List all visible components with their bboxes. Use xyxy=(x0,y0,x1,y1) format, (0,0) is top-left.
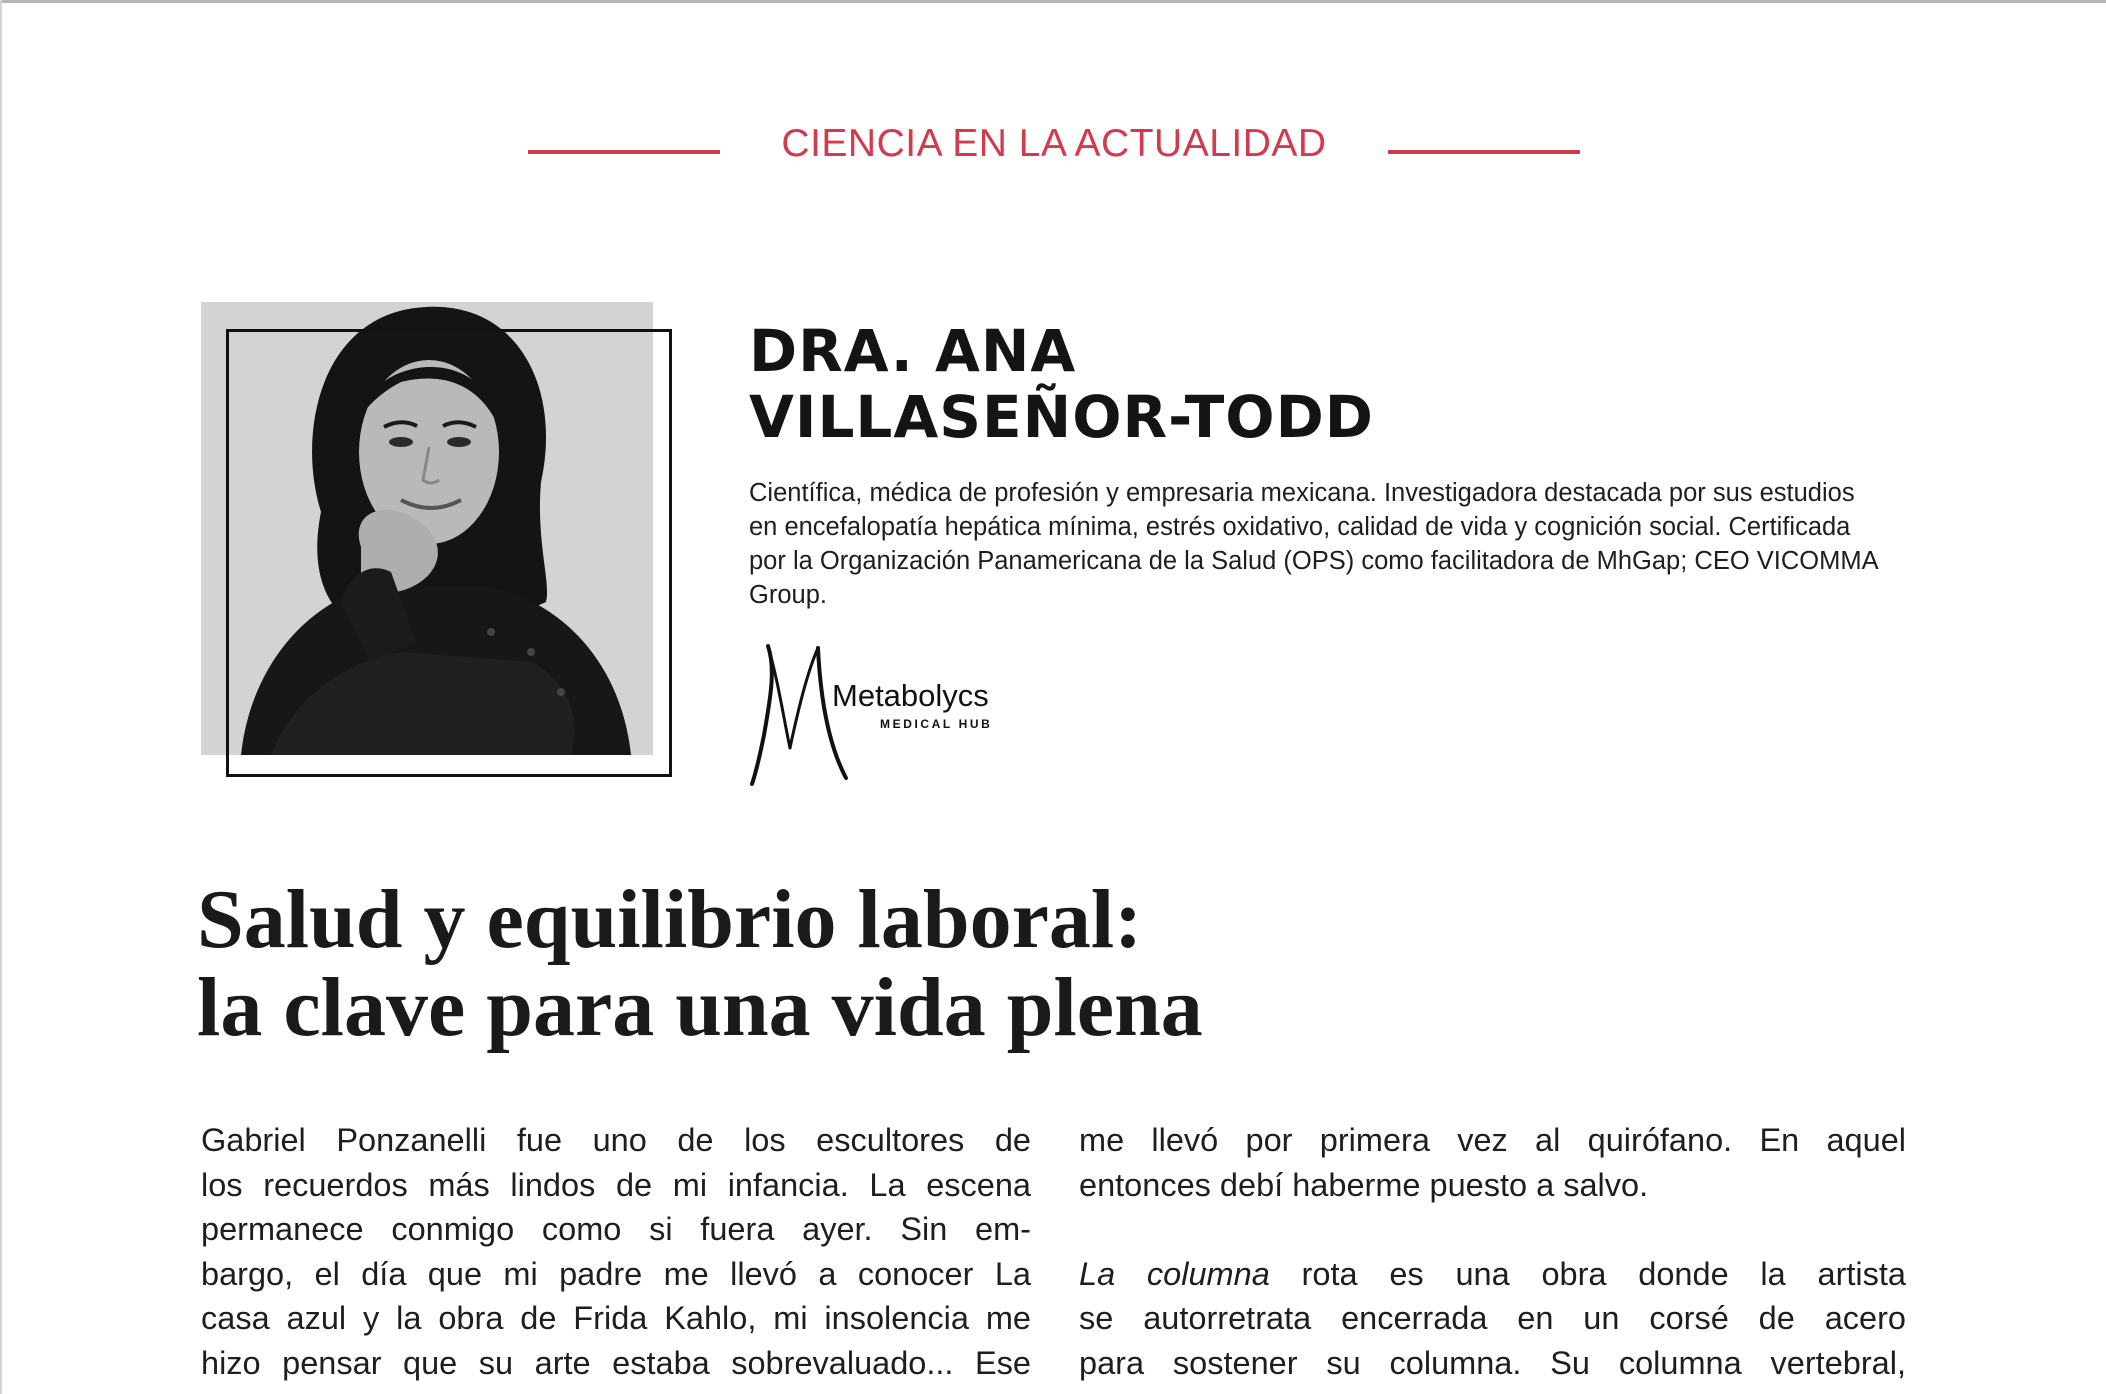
body-line: los recuerdos más lindos de mi infancia. La escena xyxy=(201,1166,1031,1203)
article-column-right xyxy=(1079,1118,1906,1385)
author-name-line-2: VILLASEÑOR-TODD xyxy=(749,383,1374,451)
section-divider-right xyxy=(1388,150,1580,154)
author-name-line-1: DRA. ANA xyxy=(749,317,1077,385)
body-line: bargo, el día que mi padre me llevó a conocer La xyxy=(201,1255,1031,1292)
page-left-border xyxy=(0,0,2,1394)
headline-line-1: Salud y equilibrio laboral: xyxy=(197,873,1143,966)
section-divider-left xyxy=(528,150,720,154)
body-line-rest: rota es una obra donde la artista xyxy=(1269,1255,1906,1292)
article-headline xyxy=(197,873,1697,1054)
paragraph-gap xyxy=(1079,1207,1906,1252)
author-photo-frame xyxy=(226,329,672,777)
headline-line-2: la clave para una vida plena xyxy=(197,961,1203,1054)
artwork-title: La columna xyxy=(1079,1255,1270,1292)
body-line: permanece conmigo como si fuera ayer. Sin em- xyxy=(201,1211,1031,1247)
body-line: Gabriel Ponzanelli fue uno de los escultores de xyxy=(201,1122,1031,1158)
body-line: entonces debí haberme puesto a salvo. xyxy=(1079,1166,1649,1203)
article-column-left xyxy=(201,1118,1031,1385)
body-line xyxy=(1079,1252,1906,1297)
body-line: hizo pensar que su arte estaba sobrevaluado... Ese xyxy=(201,1344,1031,1381)
page-top-border xyxy=(0,0,2106,3)
body-line: me llevó por primera vez al quirófano. En aquel xyxy=(1079,1122,1906,1158)
metabolycs-logo xyxy=(748,640,1018,790)
body-line: se autorretrata encerrada en un corsé de acero xyxy=(1079,1300,1906,1336)
author-name xyxy=(749,318,1649,450)
author-bio: Científica, médica de profesión y empresaria mexicana. Investigadora destacada por sus estudios en encefalopatía hepática mínima, estrés oxidativo, calidad de vida y cognición social. Certificada por la Organización Panamericana de la Salud (OPS) como facilitadora de MhGap; CEO VICOMMA Group. xyxy=(749,479,1878,609)
section-label: CIENCIA EN LA ACTUALIDAD xyxy=(781,122,1327,165)
logo-name: Metabolycs xyxy=(832,678,989,713)
body-line: para sostener su columna. Su columna vertebral, xyxy=(1079,1344,1906,1381)
body-line: casa azul y la obra de Frida Kahlo, mi insolencia me xyxy=(201,1300,1031,1336)
metabolycs-m-icon xyxy=(748,640,868,790)
logo-subtitle: MEDICAL HUB xyxy=(880,717,993,731)
